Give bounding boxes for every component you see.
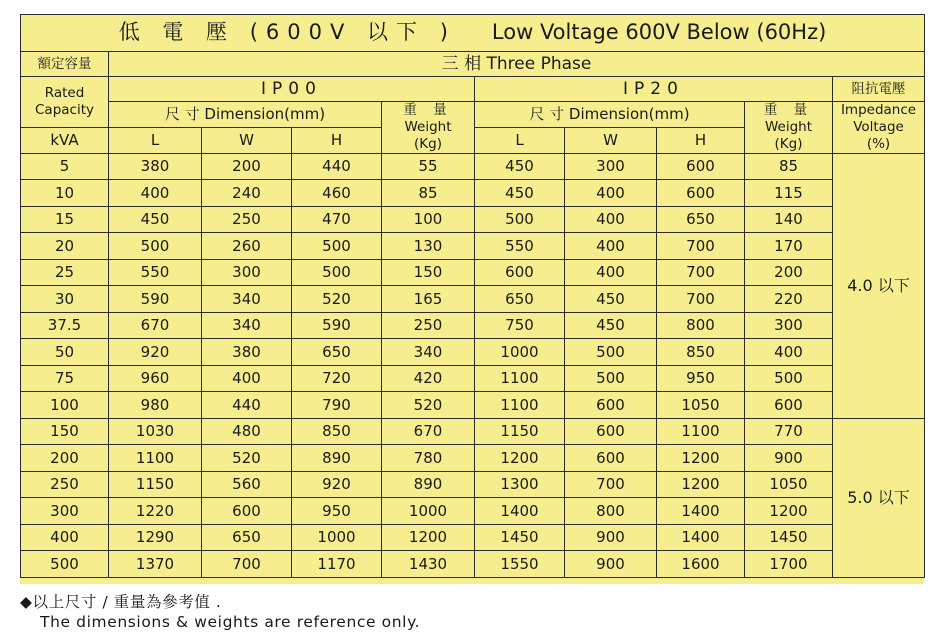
cell-ip00-h: 460 xyxy=(292,180,382,207)
cell-ip00-weight: 165 xyxy=(382,286,475,313)
cell-ip00-h: 920 xyxy=(292,471,382,498)
table-row xyxy=(21,153,925,180)
cell-ip00-weight: 85 xyxy=(382,180,475,207)
cell-ip00-weight: 1200 xyxy=(382,524,475,551)
header-dimension-ip00: 尺 寸 Dimension(mm) xyxy=(109,102,382,128)
cell-ip00-h: 720 xyxy=(292,365,382,392)
cell-ip00-l: 1100 xyxy=(109,445,202,472)
cell-ip20-l: 550 xyxy=(475,233,565,260)
cell-kva: 5 xyxy=(21,153,109,180)
cell-ip20-weight: 170 xyxy=(745,233,833,260)
cell-ip00-h: 590 xyxy=(292,312,382,339)
cell-ip20-h: 1200 xyxy=(657,471,745,498)
cell-kva: 250 xyxy=(21,471,109,498)
cell-ip00-weight: 130 xyxy=(382,233,475,260)
cell-ip20-w: 600 xyxy=(565,392,657,419)
cell-ip00-l: 1150 xyxy=(109,471,202,498)
header-w-ip00: W xyxy=(202,127,292,153)
table-row xyxy=(21,339,925,366)
cell-ip00-w: 700 xyxy=(202,551,292,578)
title-en: Low Voltage 600V Below (60Hz) xyxy=(491,20,827,45)
cell-ip20-l: 1450 xyxy=(475,524,565,551)
cell-ip00-w: 300 xyxy=(202,259,292,286)
cell-ip00-l: 980 xyxy=(109,392,202,419)
cell-ip00-l: 380 xyxy=(109,153,202,180)
cell-ip00-h: 650 xyxy=(292,339,382,366)
cell-ip00-weight: 150 xyxy=(382,259,475,286)
cell-ip00-w: 520 xyxy=(202,445,292,472)
table-row xyxy=(21,233,925,260)
cell-kva: 15 xyxy=(21,206,109,233)
cell-ip20-w: 400 xyxy=(565,180,657,207)
header-ip20: IP20 xyxy=(475,77,833,102)
cell-ip00-w: 480 xyxy=(202,418,292,445)
cell-ip00-w: 380 xyxy=(202,339,292,366)
cell-ip00-w: 400 xyxy=(202,365,292,392)
cell-ip20-weight: 1050 xyxy=(745,471,833,498)
cell-ip20-weight: 1200 xyxy=(745,498,833,525)
cell-ip00-l: 920 xyxy=(109,339,202,366)
cell-ip00-l: 550 xyxy=(109,259,202,286)
cell-ip00-h: 440 xyxy=(292,153,382,180)
cell-ip00-h: 1000 xyxy=(292,524,382,551)
header-rated-capacity xyxy=(21,77,109,128)
cell-ip20-w: 500 xyxy=(565,365,657,392)
cell-ip20-w: 400 xyxy=(565,259,657,286)
cell-kva: 37.5 xyxy=(21,312,109,339)
cell-ip00-h: 890 xyxy=(292,445,382,472)
impedance-en-1: Impedance xyxy=(840,102,917,118)
header-weight-ip00 xyxy=(382,102,475,154)
cell-kva: 25 xyxy=(21,259,109,286)
impedance-unit: (%) xyxy=(866,135,891,152)
impedance-group-1: 4.0 以下 xyxy=(833,153,925,418)
cell-ip00-l: 400 xyxy=(109,180,202,207)
cell-ip20-w: 400 xyxy=(565,233,657,260)
cell-kva: 20 xyxy=(21,233,109,260)
cell-ip20-l: 1200 xyxy=(475,445,565,472)
weight-zh-label: 重 量 xyxy=(403,102,453,118)
table-row xyxy=(21,471,925,498)
cell-ip20-h: 850 xyxy=(657,339,745,366)
header-phase: 三 相 Three Phase xyxy=(109,52,925,77)
table-row xyxy=(21,206,925,233)
cell-ip00-l: 1220 xyxy=(109,498,202,525)
cell-ip20-w: 600 xyxy=(565,445,657,472)
cell-ip20-w: 900 xyxy=(565,524,657,551)
header-ip00: IP00 xyxy=(109,77,475,102)
cell-ip00-weight: 420 xyxy=(382,365,475,392)
cell-ip20-w: 450 xyxy=(565,312,657,339)
impedance-en-2: Voltage xyxy=(853,118,904,135)
weight-unit-label: (Kg) xyxy=(414,135,442,152)
header-kva: kVA xyxy=(21,127,109,153)
cell-ip00-weight: 670 xyxy=(382,418,475,445)
spec-table xyxy=(20,14,925,578)
cell-ip20-weight: 900 xyxy=(745,445,833,472)
cell-kva: 150 xyxy=(21,418,109,445)
cell-ip00-l: 500 xyxy=(109,233,202,260)
header-rated-zh: 額定容量 xyxy=(21,52,109,77)
header-weight-ip20 xyxy=(745,102,833,154)
table-row xyxy=(21,286,925,313)
cell-ip20-w: 700 xyxy=(565,471,657,498)
footnote-en: The dimensions & weights are reference only. xyxy=(40,613,421,631)
table-row xyxy=(21,418,925,445)
cell-kva: 75 xyxy=(21,365,109,392)
cell-ip00-w: 200 xyxy=(202,153,292,180)
cell-ip20-h: 1050 xyxy=(657,392,745,419)
table-row xyxy=(21,392,925,419)
cell-ip20-weight: 115 xyxy=(745,180,833,207)
cell-ip20-w: 300 xyxy=(565,153,657,180)
cell-ip00-h: 790 xyxy=(292,392,382,419)
cell-ip20-l: 500 xyxy=(475,206,565,233)
cell-ip20-h: 950 xyxy=(657,365,745,392)
cell-ip00-h: 850 xyxy=(292,418,382,445)
header-l-ip20: L xyxy=(475,127,565,153)
cell-ip00-w: 650 xyxy=(202,524,292,551)
cell-ip20-h: 600 xyxy=(657,180,745,207)
header-rated-line-2: Capacity xyxy=(35,101,94,118)
cell-ip00-l: 1290 xyxy=(109,524,202,551)
cell-ip20-weight: 200 xyxy=(745,259,833,286)
cell-ip20-weight: 600 xyxy=(745,392,833,419)
cell-ip20-l: 750 xyxy=(475,312,565,339)
header-l-ip00: L xyxy=(109,127,202,153)
weight-unit-label: (Kg) xyxy=(774,135,803,152)
cell-ip00-h: 470 xyxy=(292,206,382,233)
cell-ip20-l: 1100 xyxy=(475,365,565,392)
cell-ip20-h: 1200 xyxy=(657,445,745,472)
cell-ip00-l: 450 xyxy=(109,206,202,233)
cell-ip20-h: 1400 xyxy=(657,498,745,525)
table-row xyxy=(21,312,925,339)
cell-ip00-h: 950 xyxy=(292,498,382,525)
cell-ip00-h: 1170 xyxy=(292,551,382,578)
cell-ip20-h: 700 xyxy=(657,286,745,313)
cell-kva: 200 xyxy=(21,445,109,472)
cell-ip20-w: 900 xyxy=(565,551,657,578)
cell-ip20-weight: 400 xyxy=(745,339,833,366)
table-row xyxy=(21,365,925,392)
cell-ip20-weight: 140 xyxy=(745,206,833,233)
cell-ip20-h: 1600 xyxy=(657,551,745,578)
header-h-ip20: H xyxy=(657,127,745,153)
cell-ip20-w: 400 xyxy=(565,206,657,233)
cell-ip00-w: 560 xyxy=(202,471,292,498)
cell-ip20-h: 800 xyxy=(657,312,745,339)
cell-ip20-weight: 220 xyxy=(745,286,833,313)
cell-ip00-weight: 55 xyxy=(382,153,475,180)
title-zh: 低 電 壓 (600V 以下 ) xyxy=(118,20,456,45)
cell-ip20-weight: 500 xyxy=(745,365,833,392)
header-impedance-zh: 阻抗電壓 xyxy=(833,77,925,102)
cell-ip00-l: 960 xyxy=(109,365,202,392)
cell-ip00-weight: 340 xyxy=(382,339,475,366)
cell-kva: 10 xyxy=(21,180,109,207)
cell-ip00-w: 440 xyxy=(202,392,292,419)
cell-kva: 100 xyxy=(21,392,109,419)
cell-ip00-weight: 520 xyxy=(382,392,475,419)
header-h-ip00: H xyxy=(292,127,382,153)
header-rated-line-1: Rated xyxy=(44,85,85,102)
header-w-ip20: W xyxy=(565,127,657,153)
cell-ip00-h: 520 xyxy=(292,286,382,313)
table-row xyxy=(21,259,925,286)
cell-ip20-l: 600 xyxy=(475,259,565,286)
cell-ip20-l: 450 xyxy=(475,153,565,180)
cell-kva: 300 xyxy=(21,498,109,525)
cell-ip00-w: 340 xyxy=(202,312,292,339)
cell-ip00-l: 590 xyxy=(109,286,202,313)
cell-ip00-w: 260 xyxy=(202,233,292,260)
cell-ip20-l: 450 xyxy=(475,180,565,207)
cell-ip00-w: 340 xyxy=(202,286,292,313)
cell-ip20-h: 600 xyxy=(657,153,745,180)
cell-ip20-l: 1550 xyxy=(475,551,565,578)
cell-ip00-weight: 890 xyxy=(382,471,475,498)
cell-ip20-w: 800 xyxy=(565,498,657,525)
cell-ip20-h: 700 xyxy=(657,233,745,260)
table-row xyxy=(21,498,925,525)
cell-ip20-weight: 1450 xyxy=(745,524,833,551)
footnote-zh: ◆以上尺寸 / 重量為參考值 . xyxy=(20,593,222,611)
header-impedance xyxy=(833,102,925,154)
cell-ip00-weight: 100 xyxy=(382,206,475,233)
cell-ip00-weight: 250 xyxy=(382,312,475,339)
cell-ip20-l: 650 xyxy=(475,286,565,313)
table-row xyxy=(21,180,925,207)
weight-en-label: Weight xyxy=(764,118,813,135)
table-body xyxy=(21,153,925,577)
cell-kva: 30 xyxy=(21,286,109,313)
cell-ip00-h: 500 xyxy=(292,259,382,286)
cell-kva: 500 xyxy=(21,551,109,578)
cell-ip00-weight: 1430 xyxy=(382,551,475,578)
header-dimension-ip20: 尺 寸 Dimension(mm) xyxy=(475,102,745,128)
cell-ip20-w: 500 xyxy=(565,339,657,366)
footnote xyxy=(20,592,420,632)
cell-ip00-h: 500 xyxy=(292,233,382,260)
cell-ip20-weight: 1700 xyxy=(745,551,833,578)
cell-ip00-l: 1030 xyxy=(109,418,202,445)
cell-ip00-weight: 1000 xyxy=(382,498,475,525)
impedance-group-2: 5.0 以下 xyxy=(833,418,925,577)
cell-ip00-w: 250 xyxy=(202,206,292,233)
cell-ip20-h: 1100 xyxy=(657,418,745,445)
cell-ip00-l: 1370 xyxy=(109,551,202,578)
cell-ip20-w: 600 xyxy=(565,418,657,445)
cell-ip20-l: 1300 xyxy=(475,471,565,498)
table-row xyxy=(21,551,925,578)
cell-ip00-w: 240 xyxy=(202,180,292,207)
cell-ip20-h: 1400 xyxy=(657,524,745,551)
cell-ip20-weight: 85 xyxy=(745,153,833,180)
cell-ip20-h: 700 xyxy=(657,259,745,286)
cell-ip20-l: 1000 xyxy=(475,339,565,366)
cell-ip20-l: 1150 xyxy=(475,418,565,445)
cell-ip20-l: 1400 xyxy=(475,498,565,525)
weight-en-label: Weight xyxy=(404,118,452,135)
table-row xyxy=(21,524,925,551)
cell-ip20-weight: 770 xyxy=(745,418,833,445)
cell-ip00-weight: 780 xyxy=(382,445,475,472)
cell-kva: 400 xyxy=(21,524,109,551)
cell-ip20-h: 650 xyxy=(657,206,745,233)
cell-ip20-l: 1100 xyxy=(475,392,565,419)
cell-kva: 50 xyxy=(21,339,109,366)
cell-ip00-l: 670 xyxy=(109,312,202,339)
table-row xyxy=(21,445,925,472)
weight-zh-label: 重 量 xyxy=(763,102,814,118)
cell-ip20-w: 450 xyxy=(565,286,657,313)
spec-sheet xyxy=(20,14,924,584)
table-title xyxy=(21,15,925,52)
cell-ip20-weight: 300 xyxy=(745,312,833,339)
cell-ip00-w: 600 xyxy=(202,498,292,525)
